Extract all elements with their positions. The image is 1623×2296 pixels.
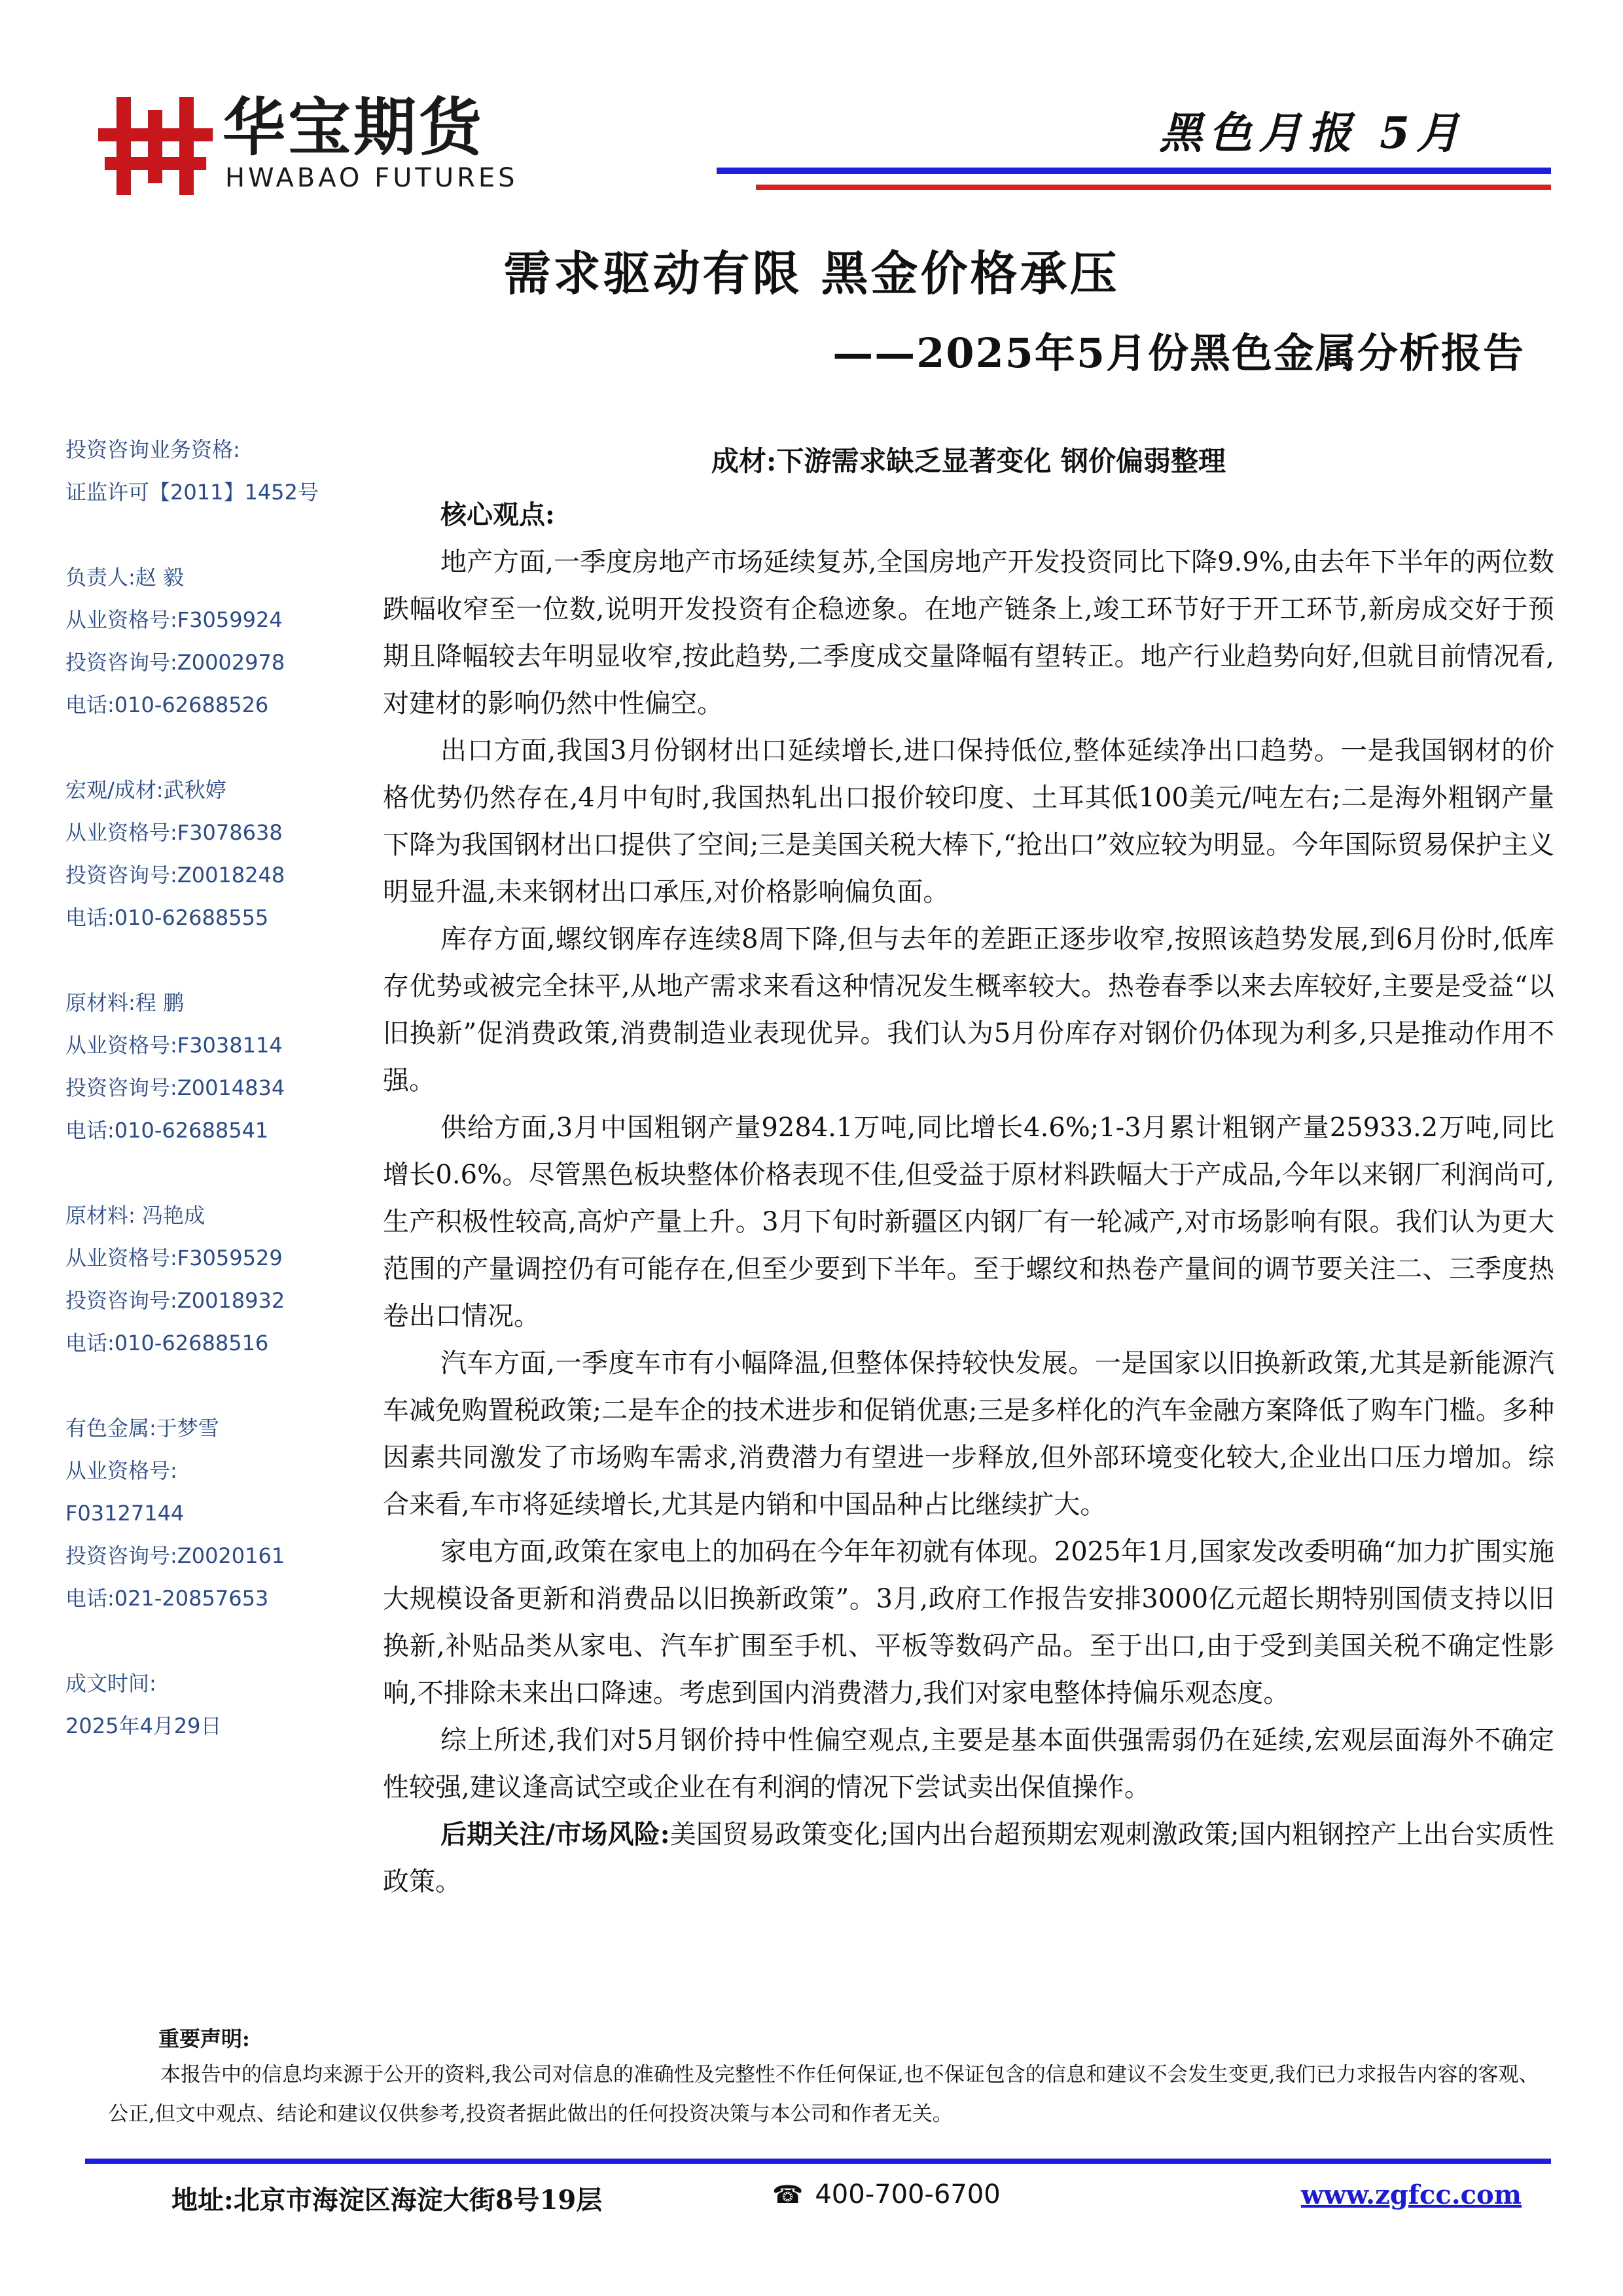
logo-english-name: HWABAO FUTURES	[225, 163, 518, 193]
paragraph-inventory: 库存方面,螺纹钢库存连续8周下降,但与去年的差距正逐步收窄,按照该趋势发展,到6月份时,低库存优势或被完全抹平,从地产需求来看这种情况发生概率较大。热卷春季以来去库较好,主要是受益“以旧换新”促消费政策,消费制造业表现优异。我们认为5月份库存对钢价仍体现为利多,只是推动作用不强。	[383, 924, 1554, 1096]
paragraph-summary: 综上所述,我们对5月钢价持中性偏空观点,主要是基本面供强需弱仍在延续,宏观层面海外不确定性较强,建议逢高试空或企业在有利润的情况下尝试卖出保值操作。	[383, 1725, 1554, 1803]
analyst-consult: 投资咨询号:Z0018932	[65, 1288, 285, 1313]
report-body	[383, 435, 1554, 1905]
report-tag: 黑色月报 5月	[1159, 107, 1466, 158]
core-view-label: 核心观点:	[440, 499, 555, 530]
analyst-consult: 投资咨询号:Z0020161	[65, 1543, 285, 1568]
qualification-label: 投资咨询业务资格:	[65, 437, 240, 462]
analyst-cert: 从业资格号:F3059924	[65, 607, 283, 632]
analyst-consult: 投资咨询号:Z0002978	[65, 650, 285, 675]
telephone-icon: ☎	[772, 2180, 804, 2209]
analyst-cert-value: F03127144	[65, 1501, 185, 1526]
company-logo	[98, 92, 517, 196]
date-value: 2025年4月29日	[65, 1713, 222, 1738]
header-blue-rule	[717, 168, 1551, 174]
report-subtitle: ——2025年5月份黑色金属分析报告	[832, 329, 1525, 377]
analyst-phone: 电话:010-62688526	[65, 692, 269, 717]
qualification-value: 证监许可【2011】1452号	[65, 480, 319, 505]
risk-text: 美国贸易政策变化;国内出台超预期宏观刺激政策;国内粗钢控产上出台实质性政策。	[383, 1820, 1555, 1897]
analyst-phone: 电话:010-62688541	[65, 1118, 269, 1143]
paragraph-supply: 供给方面,3月中国粗钢产量9284.1万吨,同比增长4.6%;1-3月累计粗钢产量25933.2万吨,同比增长0.6%。尽管黑色板块整体价格表现不佳,但受益于原材料跌幅大于产成品,今年以来钢厂利润尚可,生产积极性较高,高炉产量上升。3月下旬时新疆区内钢厂有一轮减产,对市场影响有限。我们认为更大范围的产量调控仍有可能存在,但至少要到下半年。至于螺纹和热卷产量间的调节要关注二、三季度热卷出口情况。	[383, 1113, 1554, 1331]
logo-chinese-name: 华宝期货	[223, 91, 484, 164]
paragraph-auto: 汽车方面,一季度车市有小幅降温,但整体保持较快发展。一是国家以旧换新政策,尤其是新能源汽车减免购置税政策;二是车企的技术进步和促销优惠;三是多样化的汽车金融方案降低了购车门槛。多种因素共同激发了市场购车需求,消费潜力有望进一步释放,但外部环境变化较大,企业出口压力增加。综合来看,车市将延续增长,尤其是内销和中国品种占比继续扩大。	[383, 1348, 1554, 1520]
analyst-consult: 投资咨询号:Z0014834	[65, 1075, 285, 1100]
analyst-cert: 从业资格号:F3078638	[65, 820, 283, 845]
footer	[0, 2179, 1623, 2225]
hwabao-logo-icon	[98, 97, 213, 195]
analyst-role: 有色金属:于梦雪	[65, 1416, 219, 1441]
footer-rule	[85, 2159, 1551, 2164]
header-red-rule	[756, 185, 1551, 190]
analyst-cert: 从业资格号:F3059529	[65, 1246, 283, 1270]
footer-phone-number: 400-700-6700	[815, 2179, 1001, 2210]
analyst-consult: 投资咨询号:Z0018248	[65, 863, 285, 888]
analyst-sidebar	[65, 429, 366, 1748]
analyst-cert-label: 从业资格号:	[65, 1458, 177, 1483]
disclaimer	[108, 2055, 1554, 2134]
analyst-phone: 电话:021-20857653	[65, 1586, 269, 1611]
report-title: 需求驱动有限 黑金价格承压	[503, 245, 1120, 301]
section-title: 成材:下游需求缺乏显著变化 钢价偏弱整理	[711, 445, 1226, 477]
paragraph-real-estate: 地产方面,一季度房地产市场延续复苏,全国房地产开发投资同比下降9.9%,由去年下半年的两位数跌幅收窄至一位数,说明开发投资有企稳迹象。在地产链条上,竣工环节好于开工环节,新房成交好于预期且降幅较去年明显收窄,按此趋势,二季度成交量降幅有望转正。地产行业趋势向好,但就目前情况看,对建材的影响仍然中性偏空。	[383, 547, 1554, 719]
analyst-role: 原材料:程 鹏	[65, 990, 184, 1015]
disclaimer-title: 重要声明:	[158, 2026, 250, 2051]
date-label: 成文时间:	[65, 1671, 156, 1696]
analyst-role: 宏观/成材:武秋婷	[65, 778, 226, 802]
analyst-phone: 电话:010-62688555	[65, 905, 269, 930]
paragraph-export: 出口方面,我国3月份钢材出口延续增长,进口保持低位,整体延续净出口趋势。一是我国钢材的价格优势仍然存在,4月中旬时,我国热轧出口报价较印度、土耳其低100美元/吨左右;二是海外粗钢产量下降为我国钢材出口提供了空间;三是美国关税大棒下,“抢出口”效应较为明显。今年国际贸易保护主义明显升温,未来钢材出口承压,对价格影响偏负面。	[383, 736, 1554, 907]
paragraph-risk	[383, 1811, 1554, 1905]
analyst-role: 负责人:赵 毅	[65, 565, 184, 590]
analyst-cert: 从业资格号:F3038114	[65, 1033, 283, 1058]
disclaimer-text: 本报告中的信息均来源于公开的资料,我公司对信息的准确性及完整性不作任何保证,也不保证包含的信息和建议不会发生变更,我们已力求报告内容的客观、公正,但文中观点、结论和建议仅供参考,投资者据此做出的任何投资决策与本公司和作者无关。	[108, 2063, 1539, 2126]
paragraph-appliance: 家电方面,政策在家电上的加码在今年年初就有体现。2025年1月,国家发改委明确“加力扩围实施大规模设备更新和消费品以旧换新政策”。3月,政府工作报告安排3000亿元超长期特别国债支持以旧换新,补贴品类从家电、汽车扩围至手机、平板等数码产品。至于出口,由于受到美国关税不确定性影响,不排除未来出口降速。考虑到国内消费潜力,我们对家电整体持偏乐观态度。	[383, 1537, 1554, 1708]
analyst-role: 原材料: 冯艳成	[65, 1203, 205, 1228]
risk-label: 后期关注/市场风险:	[440, 1819, 670, 1850]
footer-website-link[interactable]: www.zgfcc.com	[1300, 2179, 1522, 2210]
analyst-phone: 电话:010-62688516	[65, 1331, 269, 1355]
footer-address: 地址:北京市海淀区海淀大街8号19层	[171, 2185, 603, 2215]
footer-phone	[772, 2179, 1001, 2210]
